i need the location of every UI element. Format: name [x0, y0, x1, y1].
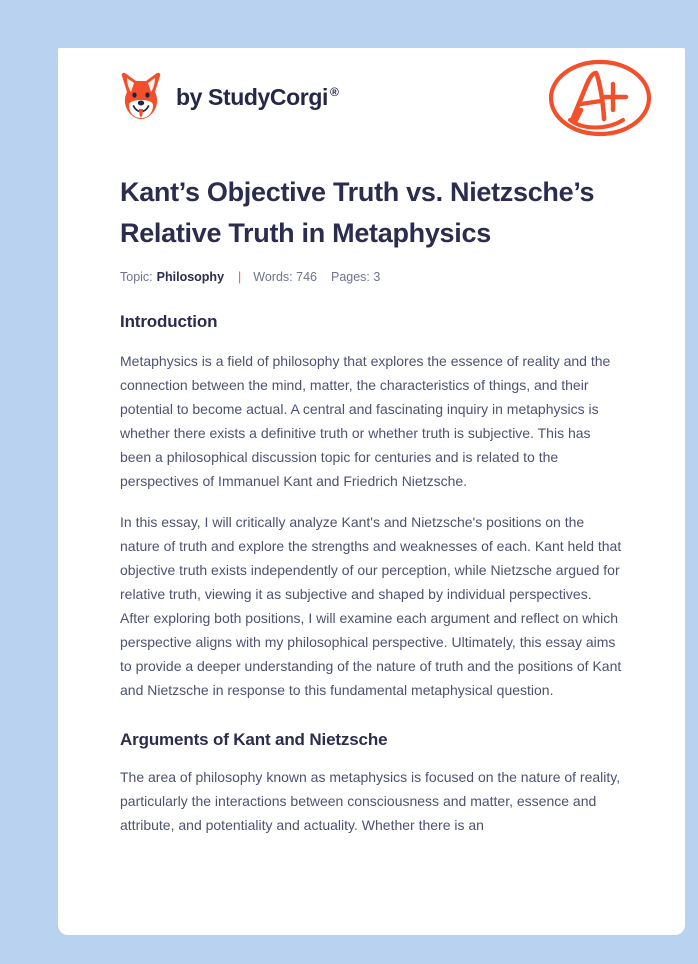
document-page-sheet [58, 48, 685, 935]
document-meta [58, 254, 685, 284]
meta-topic-value[interactable]: Philosophy [156, 270, 225, 284]
a-plus-circled-icon [545, 56, 655, 142]
document-header [58, 48, 685, 152]
corgi-face-icon [120, 72, 162, 120]
brand-prefix: by [176, 83, 209, 110]
section-heading-introduction: Introduction [120, 312, 218, 331]
paragraph: The area of philosophy known as metaphysics is focused on the nature of reality, particularly the interactions between consciousness and matter, essence and attribute, and potentiality and actuality. Whether there is an [120, 769, 621, 833]
paragraph: Metaphysics is a field of philosophy that explores the essence of reality and the connection between the mind, matter, the characteristics of things, and their potential to become actual. A central and fascinating inquiry in metaphysics is whether there exists a definitive truth or whether truth is subjective. This has been a philosophical discussion topic for centuries and is related to the perspectives of Immanuel Kant and Friedrich Nietzsche. [120, 353, 611, 489]
meta-word-count: Words: 746 [253, 270, 317, 284]
document-body [58, 312, 685, 837]
meta-topic-label: Topic: [120, 270, 153, 284]
meta-page-count: Pages: 3 [330, 270, 381, 284]
section-heading-arguments: Arguments of Kant and Nietzsche [120, 730, 388, 749]
brand-name: StudyCorgi [208, 83, 328, 110]
registered-trademark-icon: ® [329, 84, 339, 99]
paragraph: In this essay, I will critically analyze Kant's and Nietzsche's positions on the nature of truth and explore the strengths and weaknesses of each. Kant held that objective truth exists independently of our perception, while Nietzsche argued for relative truth, viewing it as subjective and shaped by individual perspectives. After exploring both positions, I will examine each argument and reflect on which perspective aligns with my philosophical perspective. Ultimately, this essay aims to provide a deeper understanding of the nature of truth and the positions of Kant and Nietzsche in response to this fundamental metaphysical question. [120, 514, 622, 698]
meta-separator: | [238, 270, 242, 284]
brand-wordmark [176, 84, 338, 111]
studycorgi-brand[interactable] [120, 72, 338, 120]
page-title: Kant’s Objective Truth vs. Nietzsche’s Relative Truth in Metaphysics [120, 177, 595, 248]
